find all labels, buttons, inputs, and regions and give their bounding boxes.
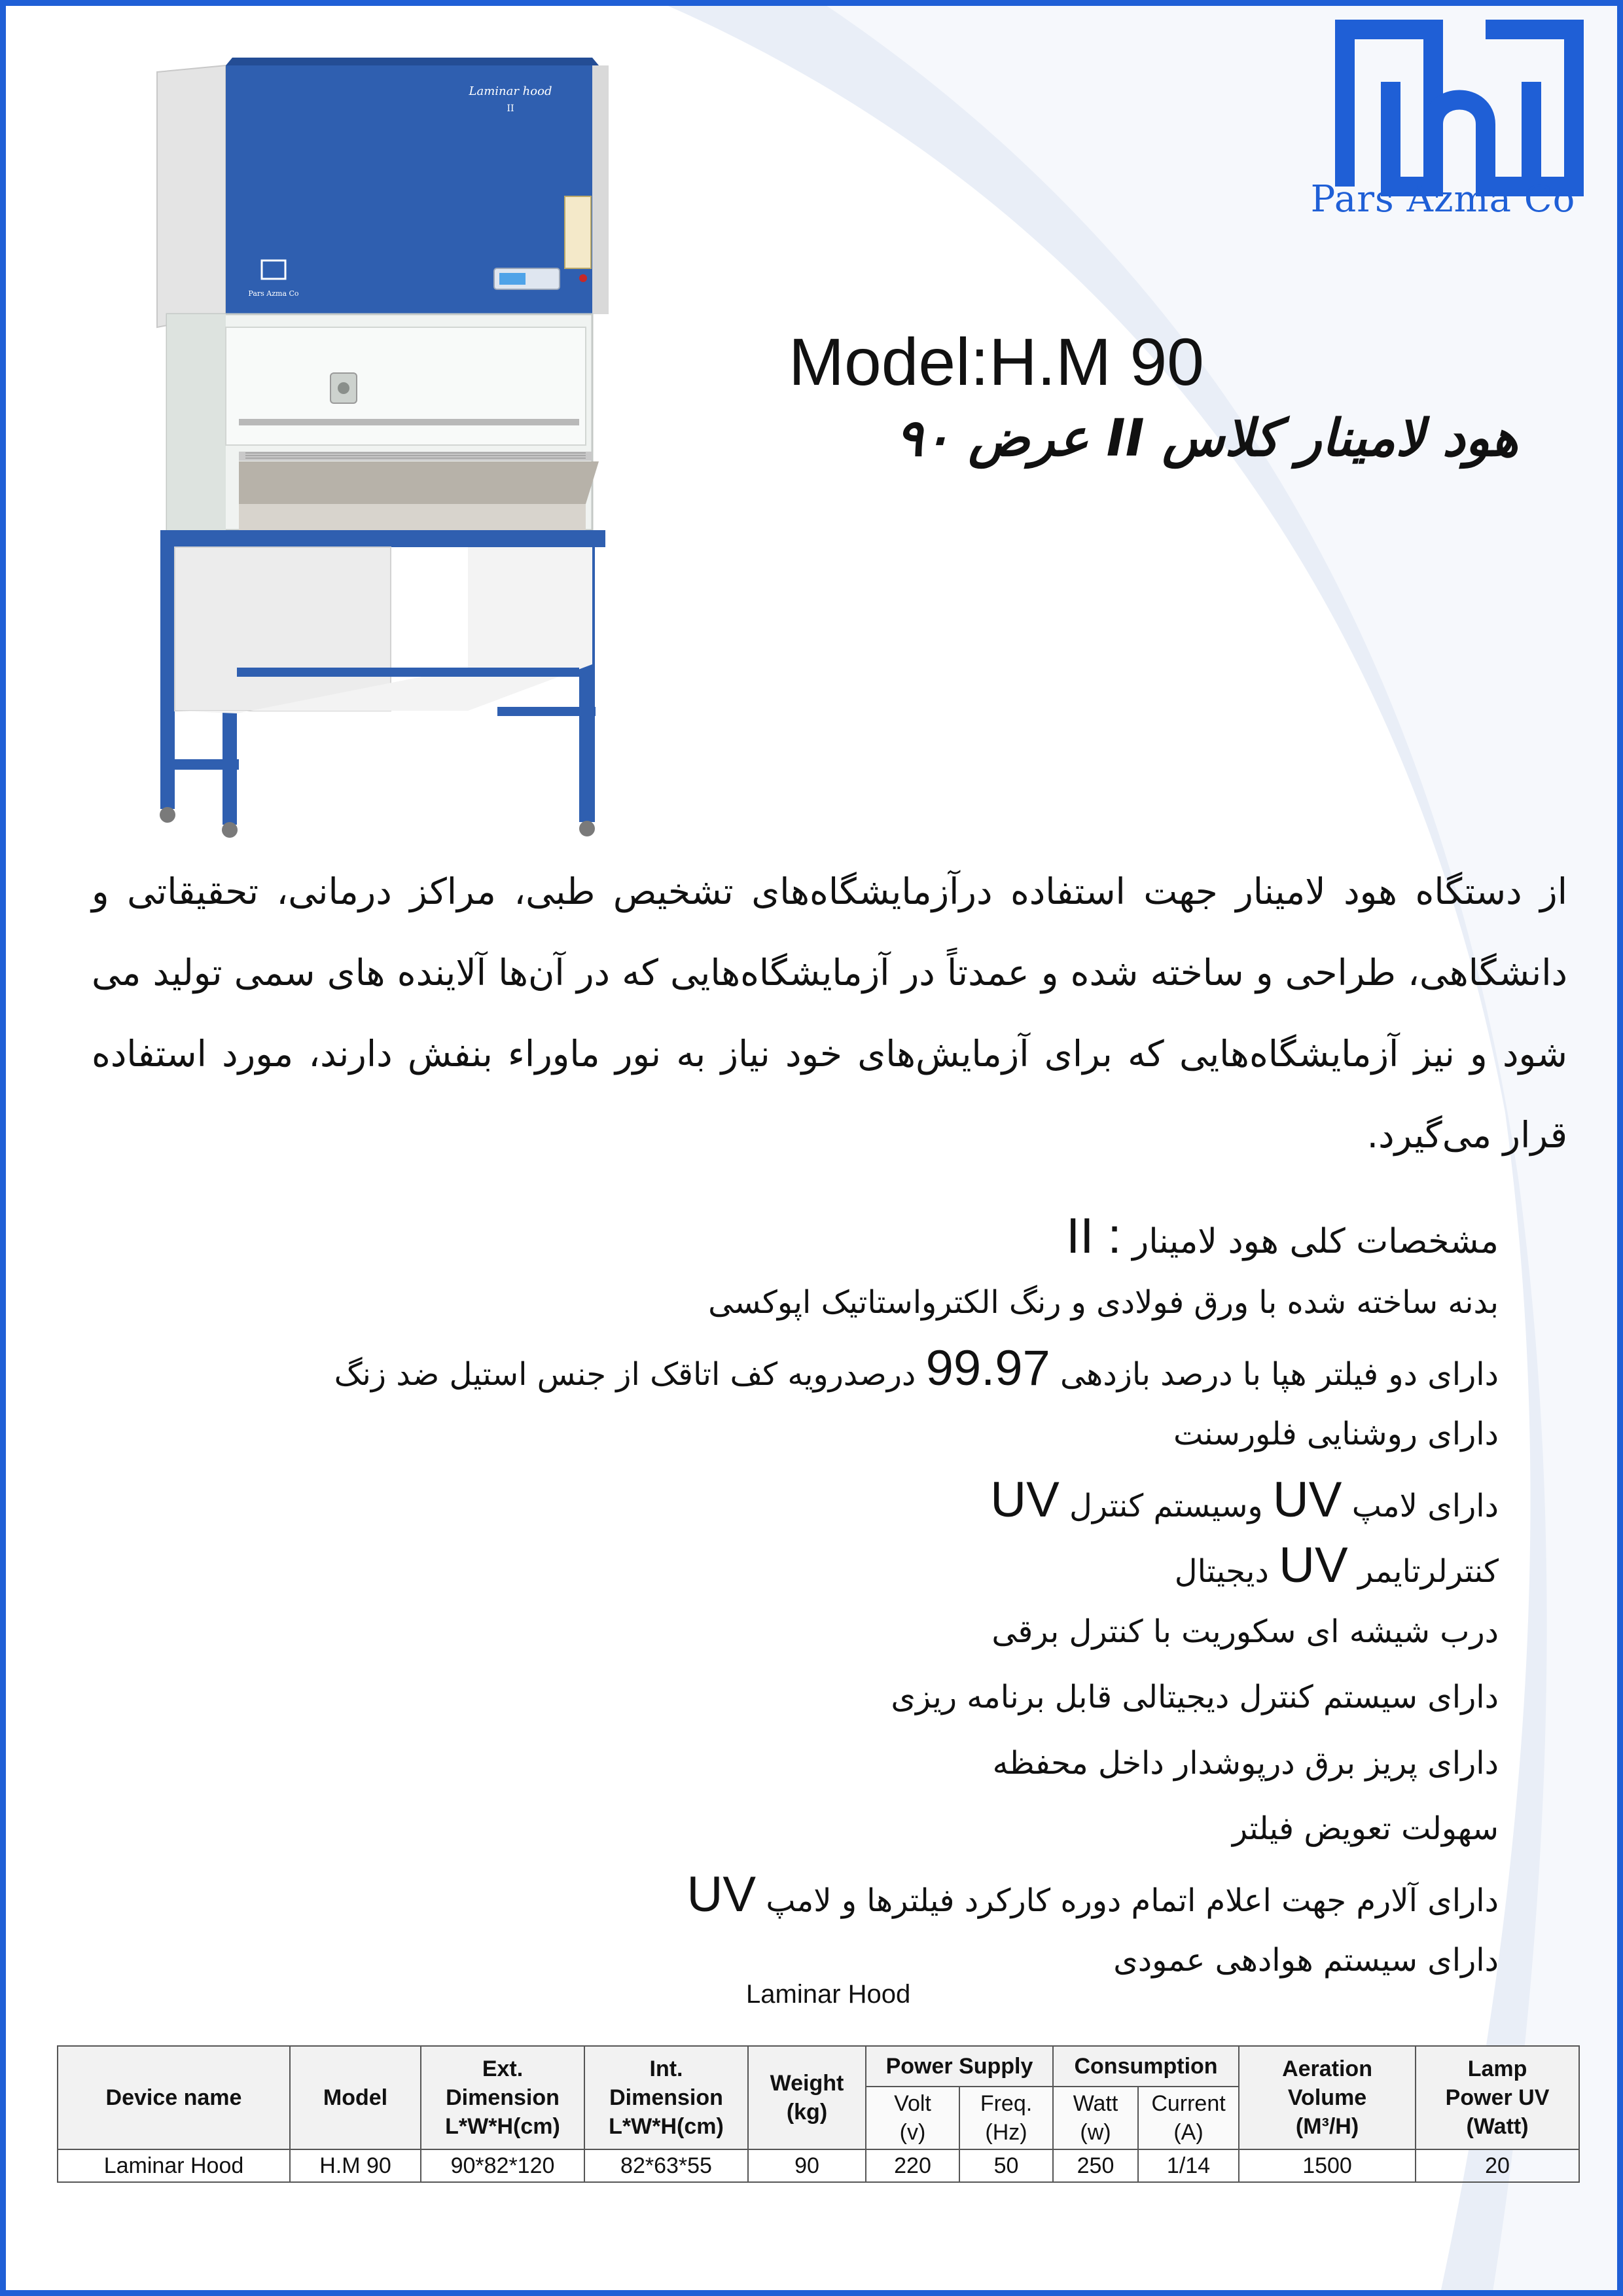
cell-aeration: 1500	[1239, 2149, 1416, 2182]
col-current	[1138, 2087, 1239, 2149]
spec-item-text: سهولت تعویض فیلتر	[1232, 1810, 1499, 1847]
spec-item-text: درصدرویه کف اتاقک از جنس استیل ضد زنگ	[334, 1355, 916, 1393]
intro-paragraph: از دستگاه هود لامینار جهت استفاده درآزمایشگاه‌های تشخیص طبی، مراکز درمانی، تحقیقاتی و دانشگاهی، طراحی و ساخته شده و عمدتاً در آزمایشگاه‌هایی که در آن‌ها آلاینده های سمی تولید می شود و نیز آزمایشگاه‌هایی که برای آزمایش‌های خود نیاز به نور ماوراء بنفش دارند، مورد استفاده قرار می‌گیرد.	[92, 870, 1567, 1156]
cell-weight: 90	[748, 2149, 866, 2182]
hood-brand-label: Laminar hood	[469, 84, 552, 98]
spec-item	[98, 1664, 1499, 1731]
spec-item-text: بدنه ساخته شده با ورق فولادی و رنگ الکترواستاتیک اپوکسی	[708, 1284, 1499, 1321]
col-lamp	[1416, 2046, 1579, 2149]
spec-item-latin: UV	[1279, 1537, 1348, 1593]
spec-item-text: دارای پریز برق درپوشدار داخل محفظه	[992, 1744, 1499, 1782]
spec-item	[98, 1401, 1499, 1467]
table-row	[58, 2149, 1579, 2182]
spec-item-text: کنترلرتایمر	[1358, 1553, 1499, 1590]
cell-freq: 50	[959, 2149, 1053, 2182]
header-line: Volume	[1287, 2085, 1367, 2110]
header-line: Ext.	[482, 2056, 524, 2081]
col-power-supply: Power Supply	[866, 2046, 1053, 2087]
header-line: Aeration	[1282, 2056, 1372, 2081]
spec-table	[57, 2045, 1580, 2183]
cell-int-dimension: 82*63*55	[584, 2149, 748, 2182]
header-line: L*W*H(cm)	[609, 2114, 724, 2139]
cell-device-name: Laminar Hood	[58, 2149, 290, 2182]
spec-item	[98, 1796, 1499, 1862]
header-line: (v)	[899, 2120, 926, 2145]
laminar-hood-product-image	[141, 52, 625, 838]
cell-volt: 220	[866, 2149, 959, 2182]
header-line: L*W*H(cm)	[445, 2114, 560, 2139]
header-line: Lamp	[1467, 2056, 1527, 2081]
header-line: Int.	[649, 2056, 683, 2081]
header-line: Watt	[1073, 2091, 1118, 2116]
product-title-fa: هود لامینار کلاس II عرض ۹۰	[895, 409, 1518, 468]
header-line: (kg)	[786, 2100, 828, 2125]
spec-item	[98, 1467, 1499, 1534]
header-line: Freq.	[980, 2091, 1033, 2116]
specs-list	[98, 1270, 1499, 1994]
spec-item	[98, 1533, 1499, 1599]
specs-heading	[1066, 1208, 1499, 1265]
col-consumption: Consumption	[1053, 2046, 1239, 2087]
col-ext-dimension	[421, 2046, 584, 2149]
spec-item-text: درب شیشه ای سکوریت با کنترل برقی	[991, 1613, 1499, 1650]
spec-item	[98, 1862, 1499, 1928]
spec-item-text: دارای روشنایی فلورسنت	[1173, 1416, 1499, 1452]
col-watt	[1053, 2087, 1138, 2149]
col-aeration	[1239, 2046, 1416, 2149]
spec-item-text: دارای سیستم کنترل دیجیتالی قابل برنامه ریزی	[891, 1679, 1499, 1715]
header-line: Power UV	[1445, 2085, 1550, 2110]
header-line: (M³/H)	[1295, 2114, 1359, 2139]
spec-item-latin: UV	[687, 1866, 757, 1922]
spec-item-latin: UV	[1272, 1471, 1342, 1528]
specs-heading-latin: II :	[1066, 1208, 1122, 1264]
company-name: Pars Azma Co	[1310, 178, 1576, 221]
header-line: Volt	[894, 2091, 931, 2116]
header-line: Current	[1151, 2091, 1226, 2116]
header-line: Dimension	[609, 2085, 723, 2110]
cell-watt: 250	[1053, 2149, 1138, 2182]
spec-item	[98, 1270, 1499, 1336]
header-line: (Watt)	[1466, 2114, 1529, 2139]
spec-item-text: دارای سیستم هوادهی عمودی	[1113, 1942, 1499, 1979]
model-title: Model:H.M 90	[789, 325, 1204, 399]
col-device-name: Device name	[58, 2046, 290, 2149]
header-line: (A)	[1173, 2120, 1204, 2145]
spec-item-text: دیجیتال	[1174, 1553, 1269, 1590]
spec-item-text: دارای لامپ	[1351, 1487, 1499, 1524]
cell-ext-dimension: 90*82*120	[421, 2149, 584, 2182]
header-line: Dimension	[446, 2085, 560, 2110]
col-volt	[866, 2087, 959, 2149]
cell-current: 1/14	[1138, 2149, 1239, 2182]
spec-item	[98, 1731, 1499, 1797]
header-line: Weight	[770, 2071, 844, 2096]
spec-item	[98, 1599, 1499, 1665]
table-header-row	[58, 2046, 1579, 2087]
specs-heading-text: مشخصات کلی هود لامینار	[1132, 1222, 1499, 1261]
col-model: Model	[290, 2046, 421, 2149]
header-line: (Hz)	[985, 2120, 1027, 2145]
cell-model: H.M 90	[290, 2149, 421, 2182]
hood-badge-name: Pars Azma Co	[248, 289, 299, 298]
col-weight	[748, 2046, 866, 2149]
header-line: (w)	[1080, 2120, 1111, 2145]
col-freq	[959, 2087, 1053, 2149]
spec-item-text: دارای دو فیلتر هپا با درصد بازدهی	[1060, 1355, 1499, 1393]
col-int-dimension	[584, 2046, 748, 2149]
spec-item-text: وسیستم کنترل	[1069, 1487, 1263, 1524]
cell-lamp: 20	[1416, 2149, 1579, 2182]
spec-item-latin: UV	[990, 1471, 1060, 1528]
hood-brand-sub: II	[507, 103, 514, 114]
table-caption: Laminar Hood	[746, 1980, 911, 2009]
spec-item-text: دارای آلارم جهت اعلام اتمام دوره کارکرد فیلترها و لامپ	[766, 1882, 1499, 1919]
spec-item-number: 99.97	[925, 1340, 1050, 1396]
spec-item	[98, 1336, 1499, 1402]
